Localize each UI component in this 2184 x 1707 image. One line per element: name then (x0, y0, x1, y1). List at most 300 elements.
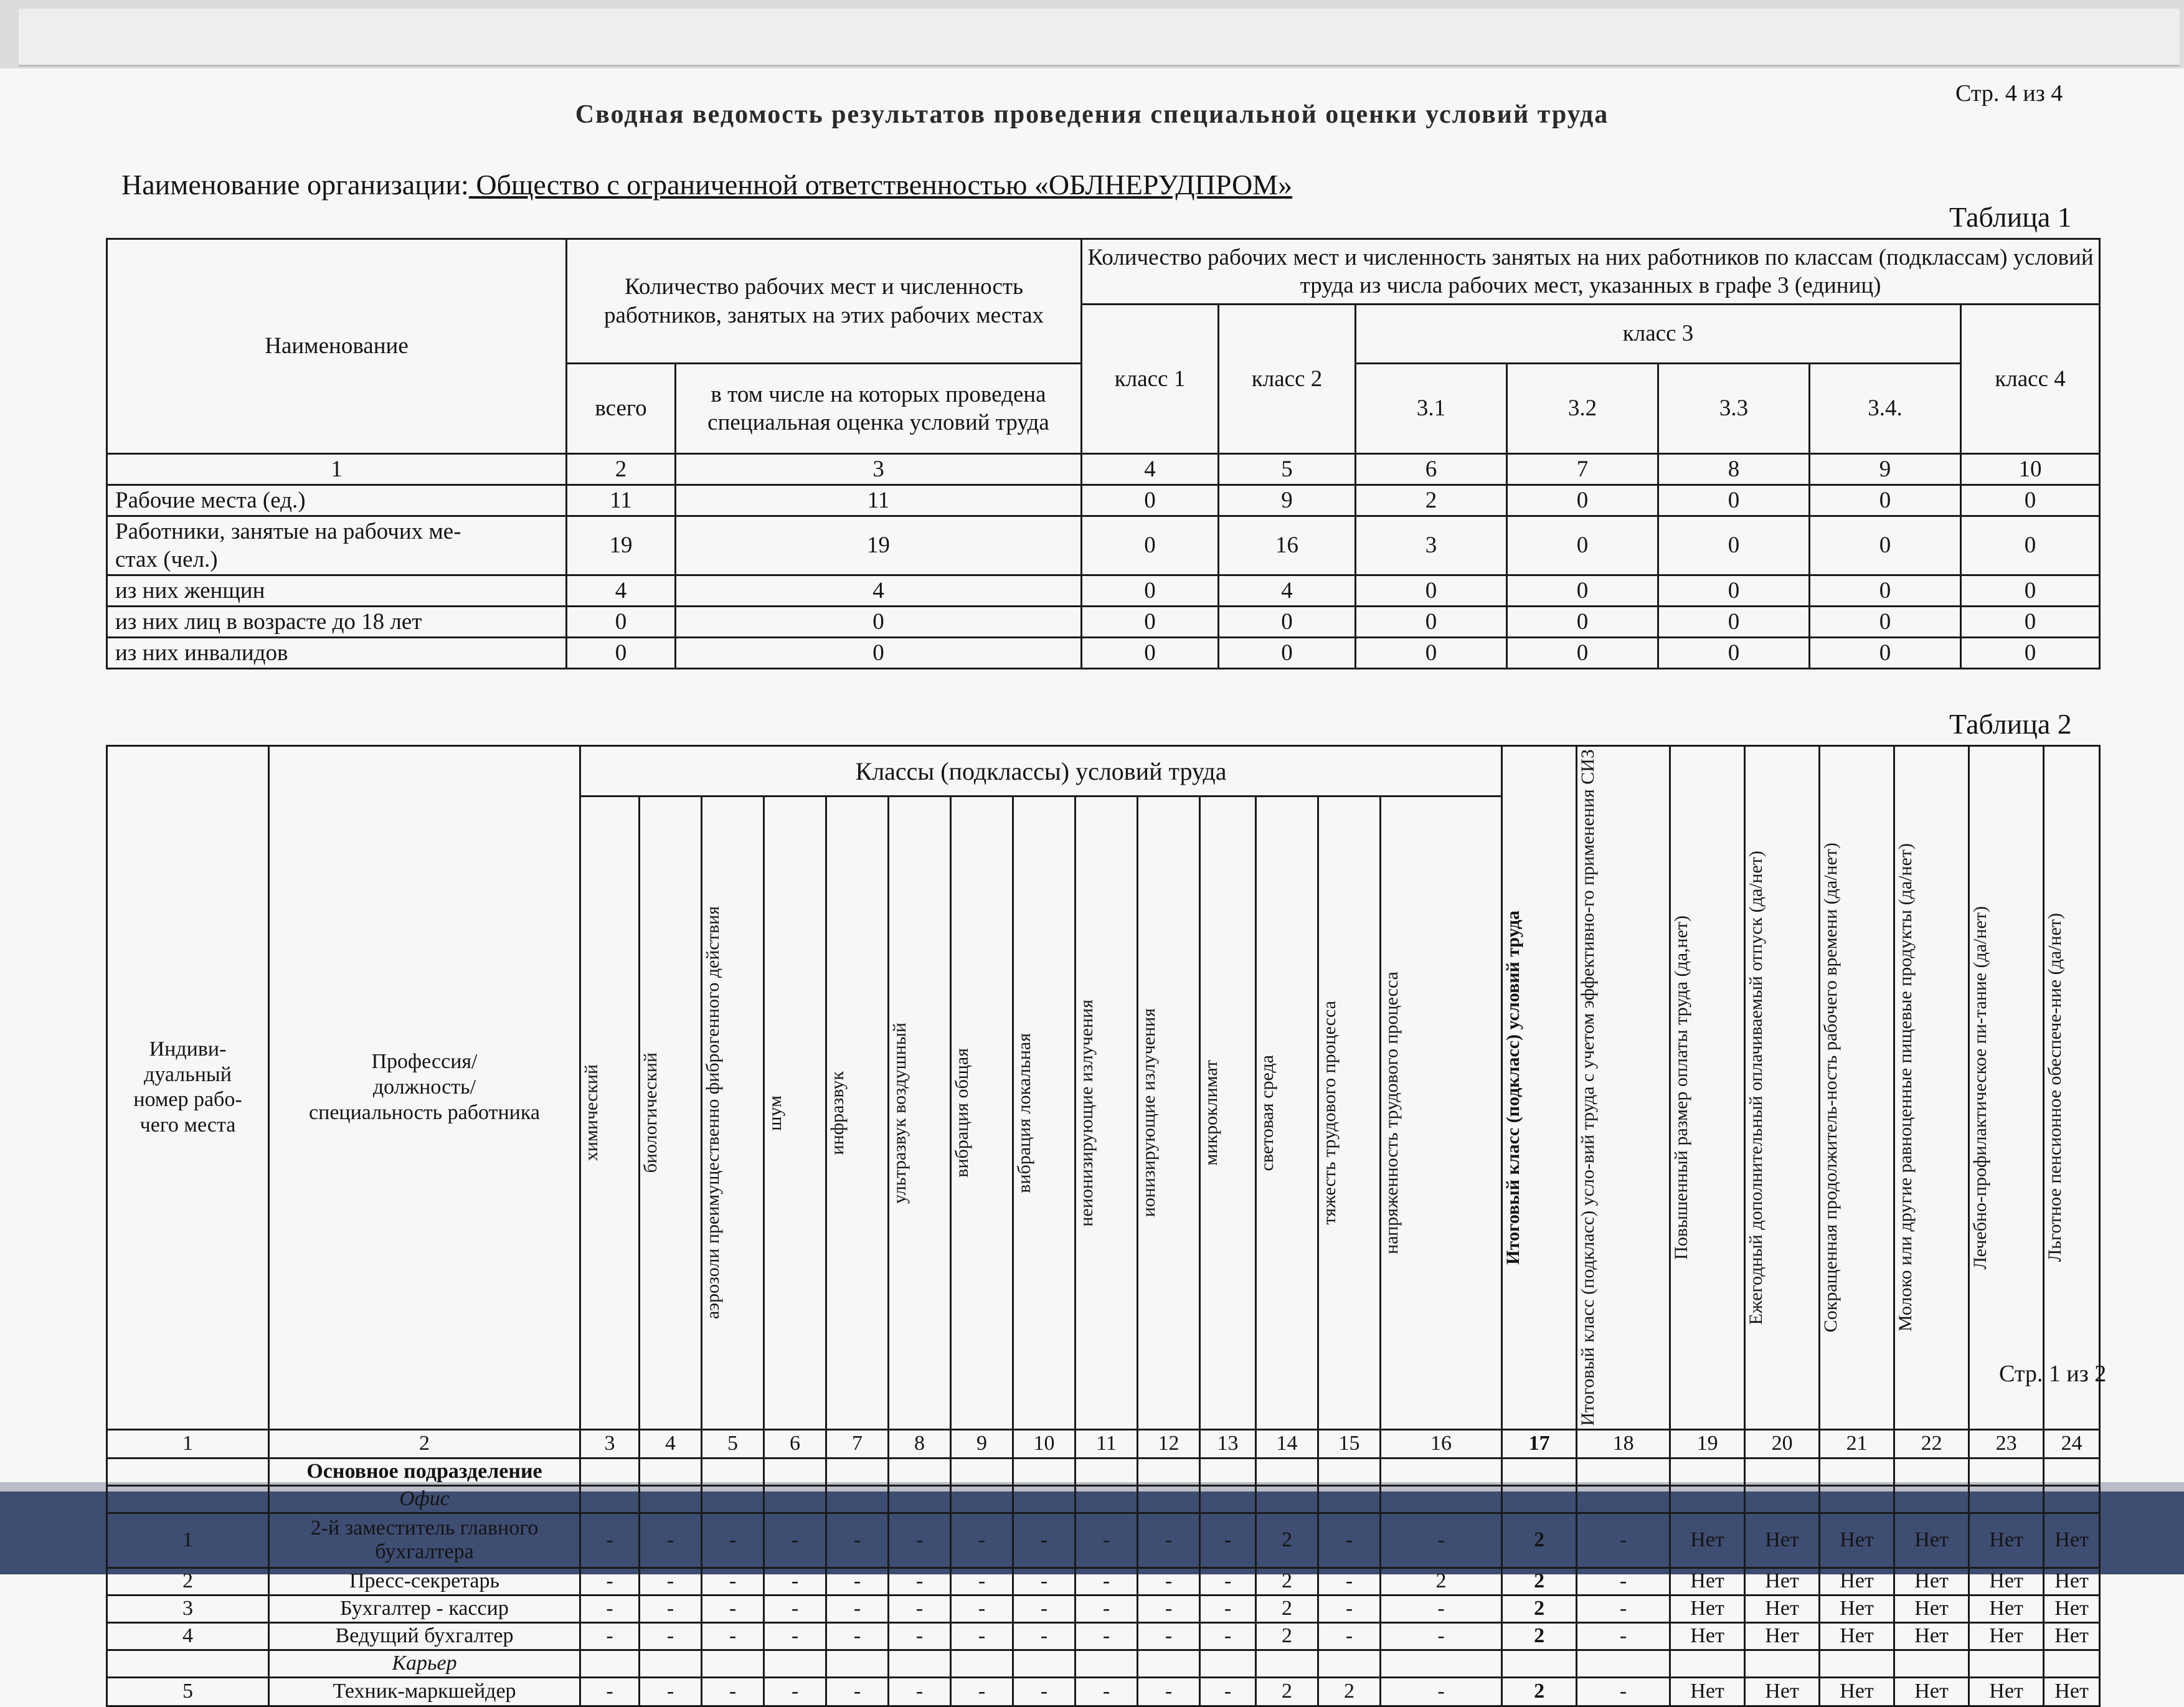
t2-header-profession-line3: специальность работника (309, 1100, 540, 1124)
t1-cell: 0 (1658, 607, 1810, 638)
t1-cell: 4 (676, 575, 1082, 607)
t2-comp-cell: Нет (2044, 1513, 2100, 1568)
t2-factor-cell: - (1013, 1622, 1075, 1650)
t1-row-label-line2: стах (чел.) (115, 547, 218, 572)
t2-factor-cell: - (1138, 1677, 1200, 1706)
t2-factor-cell: - (702, 1677, 764, 1706)
t2-factor-cell: - (702, 1568, 764, 1595)
t2-profession: Пресс-секретарь (269, 1568, 580, 1595)
t2-header-factor (1138, 797, 1200, 1429)
t2-header-factor (1013, 797, 1075, 1429)
t1-cell: 0 (1961, 485, 2100, 516)
t1-row-label: из них женщин (107, 575, 567, 607)
t1-cell: 11 (676, 485, 1082, 516)
t2-header-factor (1318, 797, 1381, 1429)
t2-factor-cell: - (580, 1568, 640, 1595)
t2-factor-cell: - (889, 1568, 951, 1595)
t2-header-comp-pay (1670, 746, 1745, 1430)
table2-caption: Таблица 2 (1949, 708, 2072, 740)
t1-cell: 0 (1658, 575, 1810, 607)
t2-colnum: 19 (1670, 1429, 1745, 1458)
t1-header-total: всего (567, 364, 676, 454)
t2-colnum: 24 (2044, 1429, 2100, 1458)
t2-factor-cell: - (826, 1622, 889, 1650)
t2-header-workplace-number-line2: дуальный (144, 1062, 232, 1086)
t2-row (107, 1677, 2100, 1706)
t1-cell: 0 (676, 607, 1082, 638)
t2-header-factor (1200, 797, 1256, 1429)
t2-header-factor-text: неионизирующие излучения (1076, 999, 1097, 1227)
t2-factor-cell: - (580, 1595, 640, 1622)
t2-factor-cell: - (764, 1513, 826, 1568)
t1-cell: 0 (1082, 485, 1219, 516)
t2-colnum: 7 (826, 1429, 889, 1458)
scan-top-strip-inner (19, 9, 2180, 67)
t1-cell: 0 (1356, 575, 1507, 607)
t1-row-label: Рабочие места (ед.) (107, 485, 567, 516)
t2-comp-cell: Нет (1820, 1595, 1894, 1622)
t2-header-final-class-text: Итоговый класс (подкласс) условий труда (1503, 910, 1524, 1265)
t2-comp-cell: Нет (2044, 1677, 2100, 1706)
t2-subsection-row (107, 1485, 2100, 1513)
t2-factor-cell: - (640, 1513, 702, 1568)
t1-colnum: 10 (1961, 454, 2100, 485)
t2-factor-cell: - (1381, 1622, 1502, 1650)
t2-comp-cell: Нет (1969, 1622, 2044, 1650)
t2-header-factor (702, 797, 764, 1429)
t2-factor-cell: - (1013, 1568, 1075, 1595)
t2-factor-cell: - (1318, 1513, 1381, 1568)
t2-header-factor-text: ионизирующие излучения (1138, 1008, 1159, 1218)
t1-colnum: 4 (1082, 454, 1219, 485)
t2-comp-cell: Нет (1820, 1568, 1894, 1595)
t1-colnum: 2 (567, 454, 676, 485)
t2-factor-cell: - (1013, 1595, 1075, 1622)
t2-factor-cell: 2 (1256, 1568, 1318, 1595)
t2-header-factor-text: вибрация локальная (1014, 1033, 1034, 1193)
document-title: Сводная ведомость результатов проведения специальной оценки условий труда (575, 100, 1609, 129)
t2-final-class: 2 (1502, 1568, 1577, 1595)
t2-header-comp-milk (1894, 746, 1969, 1430)
t2-workplace-number: 3 (107, 1595, 269, 1622)
t1-cell: 4 (567, 575, 676, 607)
t2-header-factor-text: биологический (640, 1052, 661, 1173)
t2-factor-cell: - (1138, 1622, 1200, 1650)
t2-empty-cell (107, 1485, 269, 1513)
t2-factor-cell: - (1200, 1677, 1256, 1706)
t2-column-numbers (107, 1429, 2100, 1458)
t2-final-class: 2 (1502, 1622, 1577, 1650)
t2-factor-cell: - (826, 1677, 889, 1706)
t2-row (107, 1622, 2100, 1650)
t1-cell: 11 (567, 485, 676, 516)
t2-factor-cell: - (889, 1677, 951, 1706)
page-number-top: Стр. 4 из 4 (1955, 80, 2063, 106)
t1-colnum: 6 (1356, 454, 1507, 485)
t2-colnum: 21 (1820, 1429, 1894, 1458)
t2-factor-cell: 2 (1256, 1595, 1318, 1622)
t2-comp-cell: Нет (2044, 1622, 2100, 1650)
t1-cell: 0 (567, 638, 676, 669)
t1-row-minors (107, 607, 2100, 638)
t1-cell: 0 (1961, 516, 2100, 575)
t1-cell: 0 (1356, 607, 1507, 638)
t1-header-quantity: Количество рабочих мест и численность работников, занятых на этих рабочих местах (567, 239, 1082, 364)
t2-header-workplace-number (107, 746, 269, 1430)
t2-factor-cell: - (580, 1622, 640, 1650)
t2-factor-cell: - (1381, 1595, 1502, 1622)
t1-row-label-line1: Работники, занятые на рабочих ме- (115, 518, 461, 544)
t2-factor-cell: 2 (1318, 1677, 1381, 1706)
t2-header-final-class (1502, 746, 1577, 1430)
t1-cell: 0 (1810, 516, 1961, 575)
t2-factor-cell: - (889, 1595, 951, 1622)
t2-final-class-siz: - (1577, 1568, 1670, 1595)
t2-factor-cell: - (951, 1568, 1013, 1595)
t2-header-comp-leave-text: Ежегодный дополнительный оплачиваемый отпуск (да/нет) (1746, 850, 1767, 1325)
t1-cell: 0 (1507, 516, 1658, 575)
t2-profession (269, 1513, 580, 1568)
t1-cell: 0 (1658, 516, 1810, 575)
t1-header-classes: Количество рабочих мест и численность занятых на них работников по классам (подклассам) условий труда из числа рабочих мест, указанных в графе 3 (единиц) (1082, 239, 2100, 305)
t2-header-factor-text: микроклимат (1201, 1060, 1221, 1166)
t2-colnum: 5 (702, 1429, 764, 1458)
t2-colnum: 20 (1745, 1429, 1820, 1458)
t1-cell: 0 (1356, 638, 1507, 669)
page-number-bottom: Стр. 1 из 2 (1999, 1361, 2107, 1387)
t2-comp-cell: Нет (1894, 1677, 1969, 1706)
t2-colnum: 17 (1502, 1429, 1577, 1458)
t2-header-factor-text: аэрозоли преимущественно фиброгенного действия (702, 906, 723, 1320)
t2-header-classes-group: Классы (подклассы) условий труда (580, 746, 1502, 797)
t2-header-comp-hours-text: Сокращенная продолжитель-ность рабочего времени (да/нет) (1820, 843, 1841, 1333)
t2-final-class: 2 (1502, 1595, 1577, 1622)
t2-colnum: 9 (951, 1429, 1013, 1458)
t2-row (107, 1568, 2100, 1595)
organization-line (121, 168, 1292, 201)
t2-profession: Ведущий бухгалтер (269, 1622, 580, 1650)
t2-factor-cell: - (1381, 1513, 1502, 1568)
t2-factor-cell: - (889, 1622, 951, 1650)
t2-factor-cell: - (764, 1568, 826, 1595)
t1-header-assessed: в том числе на которых проведена специальная оценка условий труда (676, 364, 1082, 454)
t1-header-class4: класс 4 (1961, 305, 2100, 454)
t1-header-3-1: 3.1 (1356, 364, 1507, 454)
t1-cell: 0 (1082, 638, 1219, 669)
t2-factor-cell: - (1075, 1677, 1138, 1706)
t2-factor-cell: - (580, 1513, 640, 1568)
t2-row (107, 1513, 2100, 1568)
t2-factor-cell: - (951, 1622, 1013, 1650)
t1-column-numbers (107, 454, 2100, 485)
t2-factor-cell: - (826, 1595, 889, 1622)
t1-colnum: 7 (1507, 454, 1658, 485)
t2-factor-cell: - (826, 1568, 889, 1595)
t2-comp-cell: Нет (1969, 1595, 2044, 1622)
t2-factor-cell: - (1138, 1595, 1200, 1622)
t1-header-class1: класс 1 (1082, 305, 1219, 454)
t2-factor-cell: 2 (1256, 1513, 1318, 1568)
t1-cell: 9 (1219, 485, 1356, 516)
t1-header-class2: класс 2 (1219, 305, 1356, 454)
t1-cell: 0 (1961, 575, 2100, 607)
t2-factor-cell: - (1138, 1568, 1200, 1595)
t2-factor-cell: - (764, 1595, 826, 1622)
t2-header-workplace-number-line4: чего места (139, 1114, 236, 1137)
t2-factor-cell: - (1200, 1513, 1256, 1568)
t1-cell: 0 (1082, 607, 1219, 638)
t1-cell: 0 (1658, 485, 1810, 516)
t1-cell: 0 (1082, 516, 1219, 575)
t1-cell: 19 (676, 516, 1082, 575)
t2-factor-cell: - (702, 1513, 764, 1568)
t2-comp-cell: Нет (1745, 1622, 1820, 1650)
t2-colnum: 15 (1318, 1429, 1381, 1458)
t2-header-comp-pay-text: Повышенный размер оплаты труда (да,нет) (1671, 915, 1692, 1260)
organization-label: Наименование организации: (121, 169, 469, 201)
t2-colnum: 4 (640, 1429, 702, 1458)
t2-factor-cell: - (1318, 1622, 1381, 1650)
t2-colnum: 13 (1200, 1429, 1256, 1458)
t2-header-workplace-number-line3: номер рабо- (133, 1088, 242, 1112)
t2-factor-cell: - (1075, 1622, 1138, 1650)
t2-factor-cell: - (640, 1677, 702, 1706)
t1-cell: 19 (567, 516, 676, 575)
t2-header-comp-pension-text: Льготное пенсионное обеспече-ние (да/нет) (2045, 913, 2066, 1262)
t2-header-factor (1381, 797, 1502, 1429)
t2-header-factor-text: вибрация общая (952, 1048, 972, 1178)
t2-header-factor (764, 797, 826, 1429)
t2-header-factor-text: химический (581, 1064, 602, 1161)
t1-cell: 0 (1219, 607, 1356, 638)
summary-table-1 (106, 238, 2101, 669)
t2-header-profession-line2: должность/ (372, 1075, 476, 1099)
t2-header-factor-text: ультразвук воздушный (889, 1022, 910, 1204)
t2-final-class: 2 (1502, 1677, 1577, 1706)
t2-header-factor (951, 797, 1013, 1429)
t2-comp-cell: Нет (1894, 1513, 1969, 1568)
t2-subsection-row (107, 1650, 2100, 1677)
t1-colnum: 9 (1810, 454, 1961, 485)
t2-profession-line2: бухгалтера (375, 1540, 474, 1564)
t2-header-factor-text: инфразвук (827, 1071, 848, 1155)
t2-factor-cell: - (951, 1513, 1013, 1568)
t1-cell: 0 (1810, 485, 1961, 516)
t2-colnum: 8 (889, 1429, 951, 1458)
t1-row-employees (107, 516, 2100, 575)
t2-header-comp-nutrition (1969, 746, 2044, 1430)
t1-colnum: 1 (107, 454, 567, 485)
t2-comp-cell: Нет (1894, 1622, 1969, 1650)
summary-table-2 (106, 745, 2101, 1707)
t2-comp-cell: Нет (1745, 1595, 1820, 1622)
t1-colnum: 3 (676, 454, 1082, 485)
t2-comp-cell: Нет (1745, 1513, 1820, 1568)
organization-name: Общество с ограниченной ответственностью «ОБЛНЕРУДПРОМ» (468, 169, 1293, 201)
t2-colnum: 22 (1894, 1429, 1969, 1458)
t2-colnum: 11 (1075, 1429, 1138, 1458)
t2-header-comp-hours (1820, 746, 1894, 1430)
t2-colnum: 10 (1013, 1429, 1075, 1458)
t2-header-factor (640, 797, 702, 1429)
t1-header-3-4: 3.4. (1810, 364, 1961, 454)
t2-header-factor-text: напряженность трудового процесса (1381, 972, 1402, 1254)
t2-factor-cell: - (1075, 1513, 1138, 1568)
t2-header-comp-milk-text: Молоко или другие равноценные пищевые продукты (да/нет) (1895, 843, 1916, 1332)
t2-header-final-class-siz (1577, 746, 1670, 1430)
t2-header-factor (1256, 797, 1318, 1429)
t2-section-row (107, 1458, 2100, 1485)
t2-section-quarry: Карьер (269, 1650, 580, 1677)
t2-profession: Техник-маркшейдер (269, 1677, 580, 1706)
t2-empty-cell (107, 1650, 269, 1677)
t2-factor-cell: 2 (1381, 1568, 1502, 1595)
t1-cell: 3 (1356, 516, 1507, 575)
t2-factor-cell: 2 (1256, 1622, 1318, 1650)
t2-factor-cell: - (1013, 1513, 1075, 1568)
t2-header-factor (580, 797, 640, 1429)
t2-header-final-class-siz-text: Итоговый класс (подкласс) усло-вий труда с учетом эффективно-го применения СИЗ (1577, 749, 1599, 1426)
t2-factor-cell: - (951, 1595, 1013, 1622)
t2-header-profession-line1: Профессия/ (371, 1050, 478, 1074)
t1-cell: 0 (1658, 638, 1810, 669)
t2-final-class-siz: - (1577, 1677, 1670, 1706)
t2-comp-cell: Нет (1670, 1595, 1745, 1622)
t2-workplace-number: 1 (107, 1513, 269, 1568)
t2-comp-cell: Нет (1969, 1513, 2044, 1568)
t1-row-workplaces (107, 485, 2100, 516)
t2-factor-cell: - (1138, 1513, 1200, 1568)
t2-comp-cell: Нет (1894, 1568, 1969, 1595)
t2-header-comp-pension (2044, 746, 2100, 1430)
t1-cell: 0 (1507, 485, 1658, 516)
t2-header-factor-text: шум (765, 1095, 785, 1131)
t2-factor-cell: - (1075, 1568, 1138, 1595)
t2-comp-cell: Нет (1670, 1568, 1745, 1595)
t2-comp-cell: Нет (1820, 1513, 1894, 1568)
t2-colnum: 18 (1577, 1429, 1670, 1458)
t2-final-class-siz: - (1577, 1622, 1670, 1650)
t2-comp-cell: Нет (1894, 1595, 1969, 1622)
t1-row-label: из них инвалидов (107, 638, 567, 669)
t2-header-factor (826, 797, 889, 1429)
t1-header-3-3: 3.3 (1658, 364, 1810, 454)
t2-factor-cell: - (702, 1595, 764, 1622)
t2-factor-cell: - (764, 1677, 826, 1706)
t2-header-comp-leave (1745, 746, 1820, 1430)
t2-factor-cell: - (640, 1568, 702, 1595)
t1-cell: 0 (1507, 575, 1658, 607)
t2-comp-cell: Нет (1670, 1622, 1745, 1650)
t2-factor-cell: - (826, 1513, 889, 1568)
t2-colnum: 3 (580, 1429, 640, 1458)
t2-final-class-siz: - (1577, 1513, 1670, 1568)
t2-comp-cell: Нет (1820, 1622, 1894, 1650)
t1-cell: 0 (1961, 638, 2100, 669)
t2-header-factor-text: тяжесть трудового процесса (1319, 1001, 1340, 1225)
t2-final-class-siz: - (1577, 1595, 1670, 1622)
t2-colnum: 14 (1256, 1429, 1318, 1458)
t2-comp-cell: Нет (1969, 1677, 2044, 1706)
t2-comp-cell: Нет (1670, 1513, 1745, 1568)
t2-comp-cell: Нет (1820, 1677, 1894, 1706)
t2-header-factor-text: световая среда (1257, 1054, 1277, 1171)
t2-workplace-number: 4 (107, 1622, 269, 1650)
t2-factor-cell: - (1200, 1568, 1256, 1595)
t2-factor-cell: - (951, 1677, 1013, 1706)
t1-cell: 0 (1810, 638, 1961, 669)
t2-colnum: 23 (1969, 1429, 2044, 1458)
t2-factor-cell: - (1318, 1595, 1381, 1622)
t2-row (107, 1595, 2100, 1622)
t2-workplace-number: 5 (107, 1677, 269, 1706)
t2-factor-cell: - (702, 1622, 764, 1650)
t2-comp-cell: Нет (1670, 1677, 1745, 1706)
t2-factor-cell: - (1381, 1677, 1502, 1706)
t2-comp-cell: Нет (2044, 1595, 2100, 1622)
t2-factor-cell: - (640, 1595, 702, 1622)
t1-cell: 0 (567, 607, 676, 638)
t2-factor-cell: - (764, 1622, 826, 1650)
t1-row-label: из них лиц в возрасте до 18 лет (107, 607, 567, 638)
table1-caption: Таблица 1 (1949, 201, 2072, 233)
t2-header-comp-nutrition-text: Лечебно-профилактическое пи-тание (да/нет) (1970, 906, 1991, 1270)
t2-factor-cell: - (889, 1513, 951, 1568)
t2-section-main: Основное подразделение (269, 1458, 580, 1485)
t2-colnum: 1 (107, 1429, 269, 1458)
t1-header-name: Наименование (107, 239, 567, 454)
t2-factor-cell: - (580, 1677, 640, 1706)
t1-cell: 0 (1961, 607, 2100, 638)
t2-profession-line1: 2-й заместитель главного (310, 1516, 539, 1540)
t2-header-profession (269, 746, 580, 1430)
t1-cell: 4 (1219, 575, 1356, 607)
t2-comp-cell: Нет (1969, 1568, 2044, 1595)
t1-cell: 0 (1507, 607, 1658, 638)
t1-cell: 0 (1507, 638, 1658, 669)
t2-comp-cell: Нет (2044, 1568, 2100, 1595)
t2-factor-cell: - (1318, 1568, 1381, 1595)
t2-factor-cell: - (1013, 1677, 1075, 1706)
t2-factor-cell: - (1200, 1622, 1256, 1650)
t2-empty-cell (107, 1458, 269, 1485)
t1-row-label (107, 516, 567, 575)
t2-factor-cell: - (1075, 1595, 1138, 1622)
t1-row-disabled (107, 638, 2100, 669)
t2-final-class: 2 (1502, 1513, 1577, 1568)
t1-row-women (107, 575, 2100, 607)
t2-comp-cell: Нет (1745, 1568, 1820, 1595)
t2-colnum: 6 (764, 1429, 826, 1458)
t2-colnum: 2 (269, 1429, 580, 1458)
t1-cell: 16 (1219, 516, 1356, 575)
t1-cell: 0 (1810, 607, 1961, 638)
t2-header-factor (1075, 797, 1138, 1429)
t1-cell: 0 (1810, 575, 1961, 607)
t1-cell: 2 (1356, 485, 1507, 516)
t2-comp-cell: Нет (1745, 1677, 1820, 1706)
t1-cell: 0 (1219, 638, 1356, 669)
t2-section-office: Офис (269, 1485, 580, 1513)
t2-factor-cell: - (640, 1622, 702, 1650)
t1-header-3-2: 3.2 (1507, 364, 1658, 454)
t2-header-workplace-number-line1: Индиви- (149, 1037, 227, 1061)
t2-colnum: 16 (1381, 1429, 1502, 1458)
t2-header-factor (889, 797, 951, 1429)
t1-colnum: 5 (1219, 454, 1356, 485)
t1-colnum: 8 (1658, 454, 1810, 485)
scan-top-strip (0, 0, 2184, 69)
